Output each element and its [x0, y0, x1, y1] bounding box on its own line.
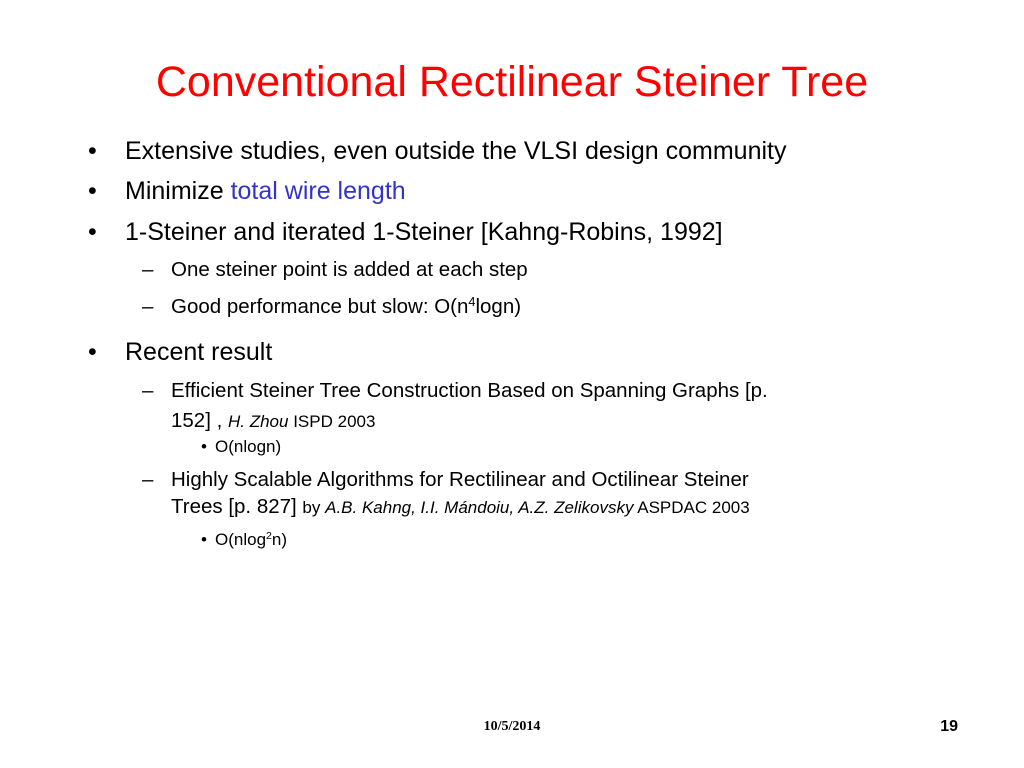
sub-bullet-text: Good performance but slow: O(n [171, 295, 469, 318]
footer-date: 10/5/2014 [483, 719, 541, 734]
superscript-2: 2 [266, 530, 272, 543]
bullet-text: Extensive studies, even outside the VLSI design community [125, 137, 787, 165]
venue-ispd: ISPD 2003 [288, 412, 376, 431]
bullet-text: 1-Steiner and iterated 1-Steiner [Kahng-Robins, 1992] [125, 218, 723, 246]
dash-marker: – [142, 379, 154, 402]
bullet-extensive-studies [88, 137, 787, 166]
sub-bullet-line-1: Highly Scalable Algorithms for Rectilinear and Octilinear Steiner [171, 468, 749, 491]
sub-bullet-efficient-steiner-tree [142, 376, 768, 437]
dash-marker: – [142, 468, 154, 491]
sub-sub-bullet-text: O(nlogn) [215, 437, 282, 456]
sub-bullet-text: One steiner point is added at each step [171, 258, 528, 281]
sub-bullet-good-performance [142, 294, 522, 319]
bullet-marker: • [201, 530, 207, 549]
bullet-text: Minimize [125, 177, 231, 205]
bullet-marker: • [88, 137, 97, 165]
footer-page-number: 19 [940, 718, 958, 735]
by-word: by [302, 498, 326, 517]
bullet-marker: • [88, 177, 97, 205]
author-zhou: H. Zhou [228, 412, 289, 431]
bullet-marker: • [88, 338, 97, 366]
slide-title: Conventional Rectilinear Steiner Tree [155, 58, 869, 106]
citation-page: Trees [p. 827] [171, 495, 303, 518]
bullet-marker: • [201, 437, 207, 456]
bullet-recent-result [88, 338, 273, 367]
sub-sub-bullet-text: O(nlog [215, 530, 267, 549]
sub-bullet-line-2 [171, 406, 768, 437]
dash-marker: – [142, 258, 154, 281]
bullet-text: Recent result [125, 338, 273, 366]
highlight-total-wire-length: total wire length [230, 177, 406, 205]
sub-bullet-line-2 [171, 493, 750, 521]
superscript-4: 4 [468, 294, 476, 310]
authors-kahng-mandoiu-zelikovsky: A.B. Kahng, I.I. Mándoiu, A.Z. Zelikovsky [325, 498, 634, 517]
sub-bullet-one-steiner-point [142, 258, 528, 282]
sub-bullet-highly-scalable [142, 466, 750, 521]
bullet-1-steiner [88, 218, 723, 247]
bullet-minimize [88, 177, 406, 206]
sub-sub-bullet-nlog2n [201, 530, 288, 550]
sub-bullet-line-1: Efficient Steiner Tree Construction Based on Spanning Graphs [p. [171, 379, 768, 402]
sub-sub-bullet-text-end: n) [271, 530, 288, 549]
dash-marker: – [142, 295, 154, 318]
sub-bullet-text-end: logn) [475, 295, 522, 318]
citation-page: 152] , [171, 409, 228, 432]
bullet-marker: • [88, 218, 97, 246]
venue-aspdac: ASPDAC 2003 [633, 498, 750, 517]
sub-sub-bullet-nlogn [201, 437, 282, 457]
